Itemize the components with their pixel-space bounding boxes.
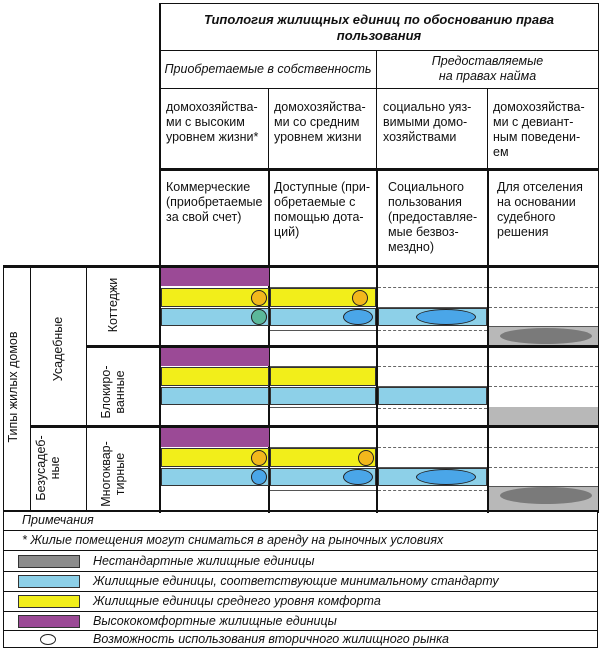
- secondary-market-circle: [251, 469, 267, 485]
- cell-line: [489, 287, 598, 288]
- row-header-main: Типы жилых домов: [6, 331, 20, 443]
- secondary-market-circle: [251, 290, 267, 306]
- grid-line: [86, 266, 87, 512]
- cell-line: [489, 467, 598, 468]
- cell-line: [378, 447, 487, 448]
- legend-label-minimum: Жилищные единицы, соответствующие минимальному стандарту: [93, 574, 499, 588]
- cell-line: [489, 447, 598, 448]
- cell-line: [378, 490, 487, 491]
- grid-line: [268, 88, 269, 170]
- secondary-market-oval: [416, 309, 476, 325]
- grid-line: [160, 50, 598, 51]
- legend-footnote: * Жилые помещения могут сниматься в аренду на рыночных условиях: [22, 533, 444, 547]
- cell-line: [378, 408, 487, 409]
- unit-type-social: Социального пользования (предоставляе- мые безвоз- мездно): [388, 180, 478, 254]
- bar-high-comfort: [161, 348, 269, 366]
- secondary-market-circle: [358, 450, 374, 466]
- household-middle: домохозяйства- ми со средним уровнем жизни: [274, 100, 366, 144]
- cell-line: [270, 407, 376, 408]
- legend-divider: [3, 550, 598, 551]
- cell-line: [270, 330, 376, 331]
- cell-line: [270, 490, 376, 491]
- bar-minimum-standard: [270, 387, 376, 405]
- grid-line: [160, 168, 599, 171]
- row-header-apartments: Многоквар- тирные: [99, 441, 127, 507]
- secondary-market-circle: [251, 450, 267, 466]
- bar-medium-comfort: [270, 367, 376, 386]
- row-header-non-estate: Безусадеб- ные: [34, 435, 62, 501]
- bar-high-comfort: [161, 268, 269, 286]
- legend-divider: [3, 571, 598, 572]
- legend-swatch-nonstandard: [18, 555, 80, 568]
- grid-line: [30, 266, 31, 512]
- grid-line: [159, 3, 599, 4]
- cell-line: [489, 307, 598, 308]
- legend-divider: [3, 630, 598, 631]
- grid-line: [160, 88, 598, 89]
- secondary-market-oval: [500, 328, 592, 344]
- legend-divider: [3, 591, 598, 592]
- unit-type-affordable: Доступные (при- обретаемые с помощью дота- ций): [274, 180, 371, 239]
- bar-nonstandard: [489, 407, 598, 425]
- legend-divider: [3, 611, 598, 612]
- legend-label-secondary: Возможность использования вторичного жилищного рынка: [93, 632, 450, 646]
- legend-label-high: Высококомфортные жилищные единицы: [93, 614, 337, 628]
- legend-label-nonstandard: Нестандартные жилищные единицы: [93, 554, 315, 568]
- row-header-blocked: Блокиро- ванные: [99, 365, 127, 419]
- diagram-title: Типология жилищных единиц по обоснованию права пользования: [204, 12, 554, 43]
- group-owned: Приобретаемые в собственность: [164, 62, 372, 76]
- row-header-estate: Усадебные: [51, 316, 65, 382]
- grid-line: [487, 88, 488, 170]
- unit-type-eviction: Для отселения на основании судебного решения: [497, 180, 583, 239]
- cell-line: [489, 386, 598, 387]
- legend-oval-icon: [40, 634, 56, 645]
- bar-high-comfort: [161, 428, 269, 447]
- grid-line: [598, 3, 599, 513]
- grid-line: [3, 266, 4, 512]
- secondary-market-circle: [352, 290, 368, 306]
- secondary-market-oval: [500, 487, 592, 504]
- cell-line: [489, 366, 598, 367]
- cell-line: [378, 366, 487, 367]
- legend-swatch-high: [18, 615, 80, 628]
- grid-line: [3, 265, 599, 268]
- household-high: домохозяйства- ми с высоким уровнем жизни*: [166, 100, 259, 144]
- group-rented: Предоставляемые на правах найма: [431, 54, 544, 83]
- bar-medium-comfort: [161, 367, 269, 386]
- household-vulnerable: социально уяз- вимыми домо- хозяйствами: [383, 100, 472, 144]
- grid-line: [376, 170, 378, 513]
- legend-divider: [3, 530, 598, 531]
- legend-swatch-minimum: [18, 575, 80, 588]
- secondary-market-circle: [251, 309, 267, 325]
- bar-minimum-standard: [378, 387, 487, 405]
- unit-type-commercial: Коммерческие (приобретаемые за свой счет): [166, 180, 263, 224]
- secondary-market-oval: [416, 469, 476, 485]
- secondary-market-oval: [343, 309, 373, 325]
- secondary-market-oval: [343, 469, 373, 485]
- bar-minimum-standard: [161, 387, 269, 405]
- household-deviant: домохозяйства- ми с девиант- ным поведени- ем: [493, 100, 585, 159]
- cell-line: [378, 330, 487, 331]
- legend-label-medium: Жилищные единицы среднего уровня комфорта: [93, 594, 381, 608]
- cell-line: [378, 287, 487, 288]
- legend-swatch-medium: [18, 595, 80, 608]
- row-header-cottages: Коттеджи: [106, 277, 120, 333]
- legend-notes-title: Примечания: [22, 513, 94, 527]
